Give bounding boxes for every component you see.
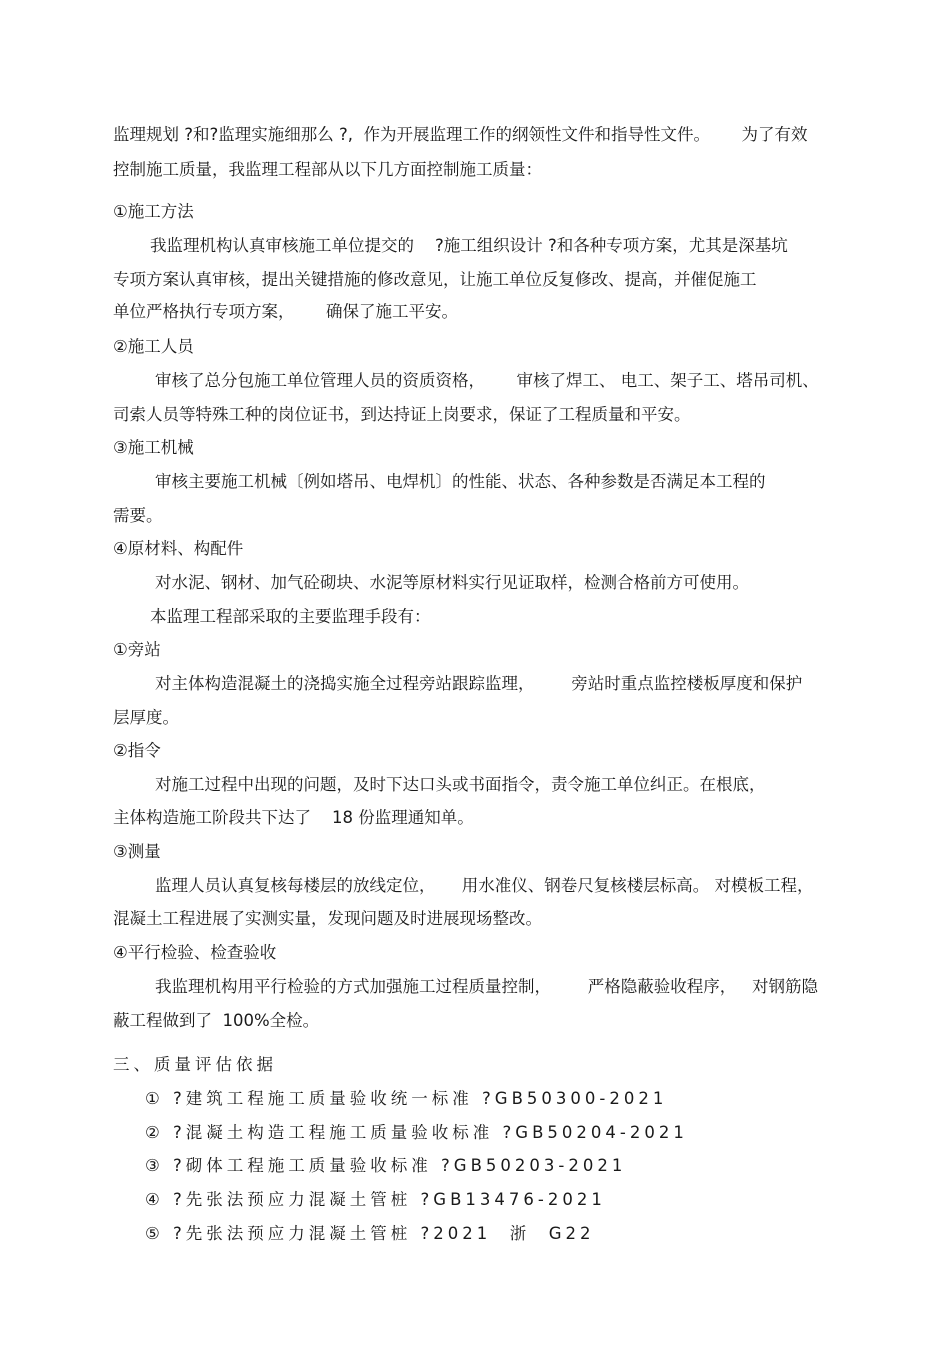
paragraph-line: 需要。 [113,506,163,525]
standard-item: ④ ?先张法预应力混凝土管桩 ?GB13476-2021 [145,1190,606,1209]
paragraph-line: 层厚度。 [113,708,179,727]
paragraph-line: 本监理工程部采取的主要监理手段有： [150,607,431,626]
standard-item: ③ ?砌体工程施工质量验收标准 ?GB50203-2021 [145,1156,627,1175]
paragraph-line: 单位严格执行专项方案， 确保了施工平安。 [113,302,458,321]
section-title: 三、质量评估依据 [113,1055,277,1074]
paragraph-line: 我监理机构用平行检验的方式加强施工过程质量控制， 严格隐蔽验收程序， 对钢筋隐 [155,977,818,996]
paragraph-line: 监理规划 ?和?监理实施细那么 ?, 作为开展监理工作的纲领性文件和指导性文件。 为了有效 [113,125,808,144]
paragraph-line: 对施工过程中出现的问题，及时下达口头或书面指令，责令施工单位纠正。在根底， [155,775,766,794]
paragraph-line: 我监理机构认真审核施工单位提交的 ?施工组织设计 ?和各种专项方案，尤其是深基坑 [150,236,788,255]
section-heading: ③施工机械 [113,438,194,457]
paragraph-line: 对水泥、钢材、加气砼砌块、水泥等原材料实行见证取样，检测合格前方可使用。 [155,573,749,592]
section-heading: ②指令 [113,741,161,760]
paragraph-line: 司索人员等特殊工种的岗位证书，到达持证上岗要求，保证了工程质量和平安。 [113,405,691,424]
section-heading: ④平行检验、检查验收 [113,943,277,962]
paragraph-line: 主体构造施工阶段共下达了 18 份监理通知单。 [113,808,474,827]
paragraph-line: 蔽工程做到了 100%全检。 [113,1011,320,1030]
section-heading: ①旁站 [113,640,161,659]
paragraph-line: 审核主要施工机械〔例如塔吊、电焊机〕的性能、状态、各种参数是否满足本工程的 [155,472,766,491]
standard-item: ② ?混凝土构造工程施工质量验收标准 ?GB50204-2021 [145,1123,688,1142]
paragraph-line: 审核了总分包施工单位管理人员的资质资格， 审核了焊工、 电工、架子工、塔吊司机、 [155,371,819,390]
section-heading: ②施工人员 [113,337,194,356]
paragraph-line: 控制施工质量，我监理工程部从以下几方面控制施工质量： [113,160,542,179]
section-heading: ③测量 [113,842,161,861]
paragraph-line: 对主体构造混凝土的浇捣实施全过程旁站跟踪监理， 旁站时重点监控楼板厚度和保护 [155,674,803,693]
section-heading: ④原材料、构配件 [113,539,244,558]
paragraph-line: 专项方案认真审核，提出关键措施的修改意见，让施工单位反复修改、提高，并催促施工 [113,270,757,289]
paragraph-line: 混凝土工程进展了实测实量，发现问题及时进展现场整改。 [113,909,542,928]
standard-item: ⑤ ?先张法预应力混凝土管桩 ?2021 浙 G22 [145,1224,595,1243]
standard-item: ① ?建筑工程施工质量验收统一标准 ?GB50300-2021 [145,1089,668,1108]
section-heading: ①施工方法 [113,202,194,221]
paragraph-line: 监理人员认真复核每楼层的放线定位， 用水准仪、钢卷尺复核楼层标高。 对模板工程， [155,876,814,895]
